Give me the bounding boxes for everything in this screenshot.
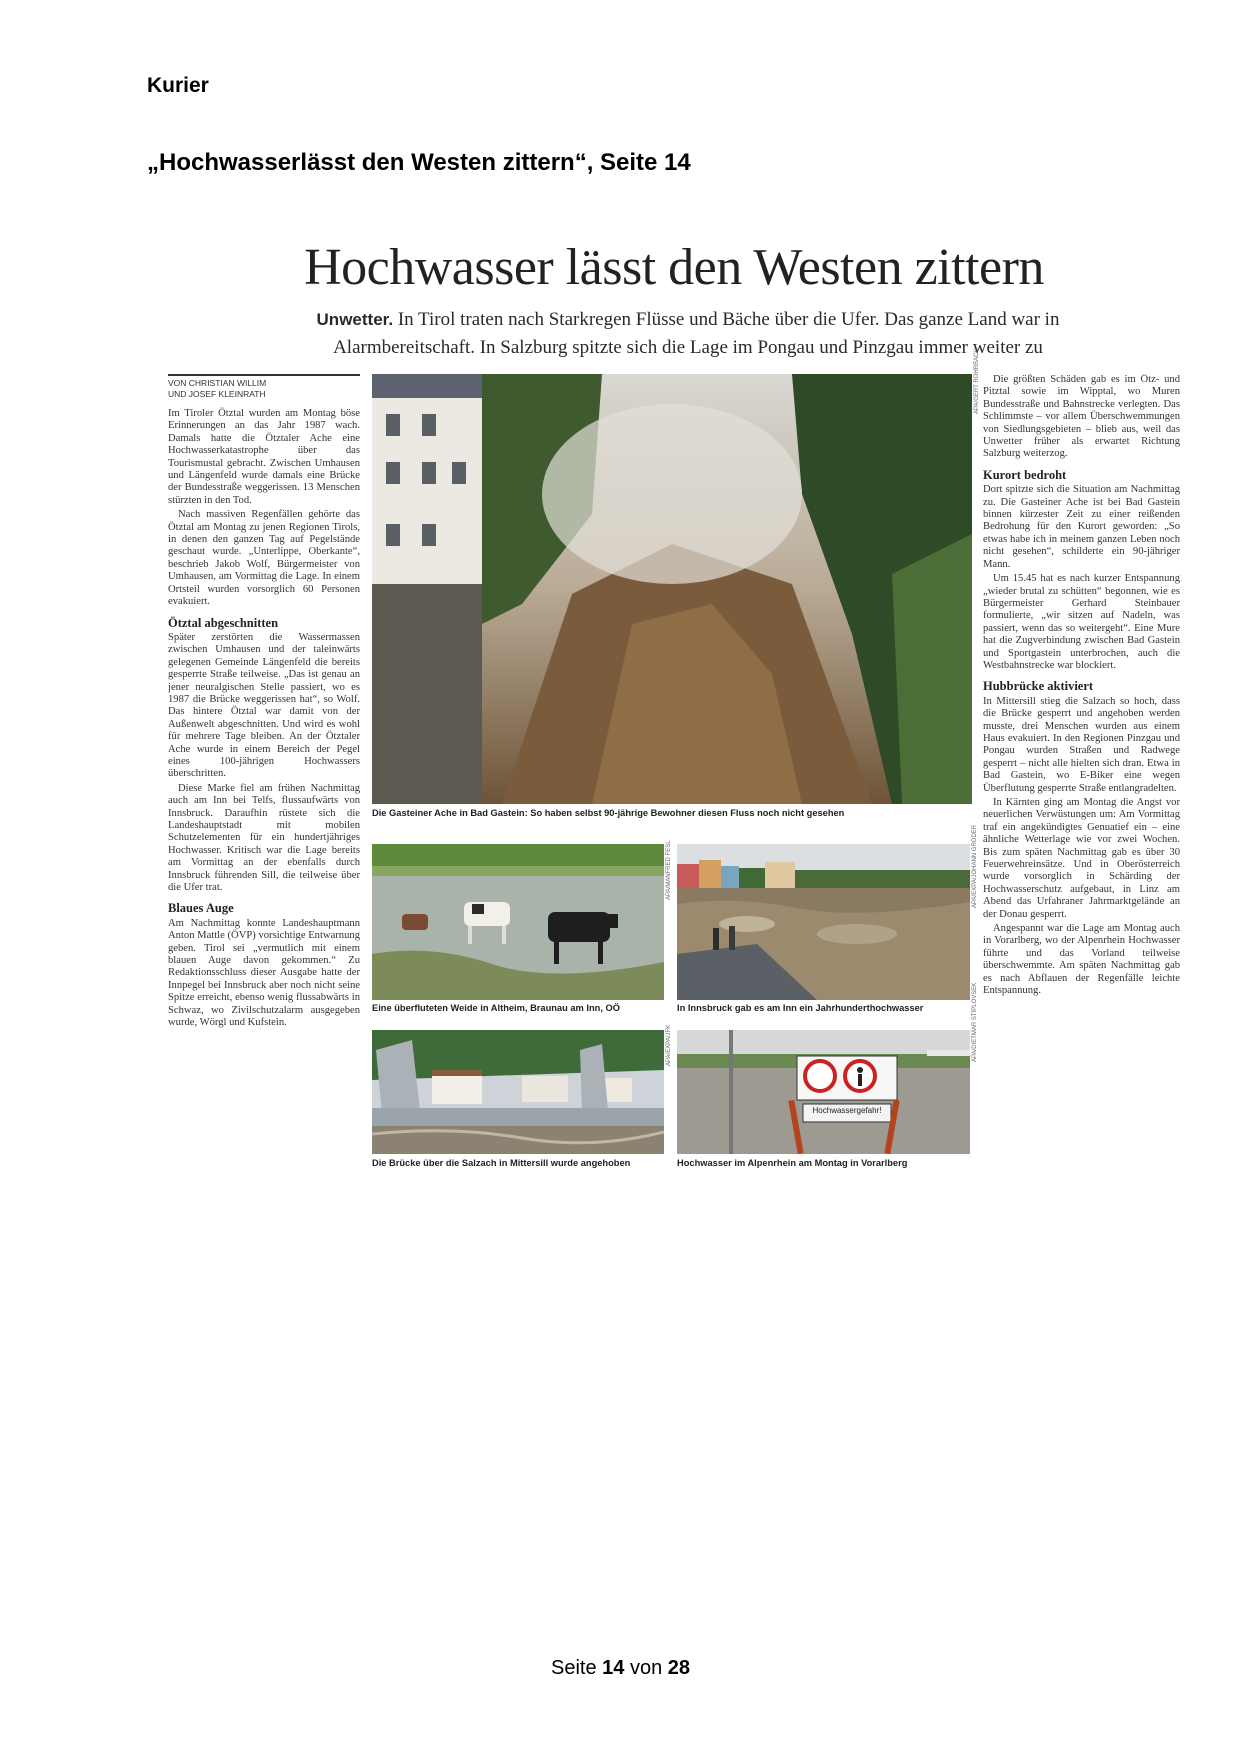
photo-gasteiner-ache (372, 374, 972, 804)
footer-prefix: Seite (550, 1657, 597, 1679)
kicker-text: In Tirol traten nach Starkregen Flüsse und Bäche über die Ufer. Das ganze Land war in Alarmbereitschaft. In Salzburg spitzte sich die Lage im Pongau und Pinzgau immer weiter zu (333, 309, 1060, 358)
article-headline: Hochwasser lässt den Westen zittern (304, 239, 1044, 296)
caption-main-photo: Die Gasteiner Ache in Bad Gastein: So haben selbst 90-jährige Bewohner diesen Fluss noch nicht gesehen (372, 808, 845, 818)
paragraph: Um 15.45 hat es nach kurzer Entspannung „wieder brutal zu schütten“ begonnen, wie es Bürgermeister Gerhard Steinbauer formulierte, „wir sitzen auf Nadeln, was passiert, wenn das so weitergeht“. Eine Mure hat die Zugverbindung zwischen Bad Gastein und Sportgastein unterbrochen, auch die Westbahnstrecke war blockiert. (983, 573, 1180, 671)
caption-innsbruck: In Innsbruck gab es am Inn ein Jahrhunderthochwasser (677, 1003, 924, 1013)
paragraph: Diese Marke fiel am frühen Nachmittag auch am Inn bei Telfs, flussaufwärts von Innsbruck. Daraufhin rüstete sich die Landeshauptstadt mit mobilen Schutzelementen für ein hundertjähriges Hochwasser. Kritisch war die Lage bereits am Vormittag an der ebenfalls durch Innsbruck führenden Sill, die teilweise über die Ufer trat. (168, 782, 360, 894)
photo-vorarlberg-sign (677, 1030, 970, 1154)
paragraph: Angespannt war die Lage am Montag auch in Vorarlberg, wo der Alpenrhein Hochwasser führte und das Vorland teilweise überschwemmte. Am späten Nachmittag gab es nach Abflauen der Regenfälle leichte Entspannung. (983, 923, 1180, 997)
subheading: Blaues Auge (168, 901, 234, 916)
paragraph: Dort spitzte sich die Situation am Nachmittag zu. Die Gasteiner Ache ist bei Bad Gastein binnen kürzester Zeit zu einer reißenden Bedrohung für den Kurort geworden: „So etwas habe ich in meinem ganzen Leben noch nicht gesehen“, schilderte ein 90-jähriger Mann. (983, 484, 1180, 570)
flood-torrent-image (372, 374, 972, 804)
left-text-column (168, 374, 360, 1200)
article-kicker (268, 306, 1108, 362)
photo-credit: APA/GERT ROHRBACH (974, 348, 980, 414)
bridge-image (372, 1030, 664, 1154)
cows-flood-image (372, 844, 664, 1000)
newspaper-clipping (168, 232, 1180, 1198)
photo-mittersill-bridge (372, 1030, 664, 1154)
paragraph: Später zerstörten die Wassermassen zwischen Umhausen und der taleinwärts gelegenen Gemeinde Längenfeld die bereits gesperrte Straße teilweise. „Das ist genau an jener neuralgischen Stelle passiert, wo es 1987 die Brücke weggerissen hat“, so Wolf. Das hintere Ötztal war damit von der Außenwelt abgeschnitten. Und wird es wohl für mehrere Tage bleiben. An der Ötztaler Ache wurde in einem Bereich der Pegel eines 100-jährigen Hochwassers überschritten. (168, 631, 360, 780)
innsbruck-river-image (677, 844, 970, 1000)
page-footer (0, 1657, 1241, 1680)
paragraph: Im Tiroler Ötztal wurden am Montag böse Erinnerungen an das Jahr 1987 wach. Damals hatte die Ötztaler Ache eine Hochwasserkatastrophe über das Tourismustal gebracht. Zwischen Umhausen und Längenfeld wurde damals eine Brücke der Bundesstraße weggerissen. 13 Menschen stürzten in den Tod. (168, 408, 360, 506)
caption-pasture: Eine überfluteten Weide in Altheim, Braunau am Inn, OÖ (372, 1003, 620, 1013)
footer-total-pages: 28 (667, 1657, 691, 1679)
kicker-label: Unwetter. (316, 310, 394, 329)
photo-flooded-pasture (372, 844, 664, 1000)
byline-line-2: UND JOSEF KLEINRATH (168, 389, 266, 399)
subheading: Kurort bedroht (983, 467, 1067, 482)
photo-innsbruck (677, 844, 970, 1000)
footer-page-number: 14 (602, 1657, 625, 1679)
warning-sign-image (677, 1030, 970, 1154)
right-text-column (983, 374, 1180, 1200)
paragraph: Nach massiven Regenfällen gehörte das Ötztal am Montag zu jenen Regionen Tirols, in denen den ganzen Tag auf Pegelstände geschaut wurde. „Unterlippe, Oberkante“, beschrieb Jakob Wolf, Bürgermeister von Umhausen, am Vormittag die Lage. In einem Ortsteil wurden vorsorglich 60 Personen evakuiert. (168, 509, 360, 608)
byline (168, 374, 360, 400)
photo-credit: APA/EXPA/JOHANN GRODER (972, 824, 978, 908)
publication-name: Kurier (147, 74, 209, 97)
paragraph: In Kärnten ging am Montag die Angst vor neuerlichen Verwüstungen um: Am Vormittag traf ein angekündigtes Genuatief ein – eine ähnliche Wetterlage wie vor zwei Wochen. Bis zum späten Nachmittag gab es über 30 Feuerwehreinsätze. Und in Oberösterreich wurde vorsorglich in Schärding der Hochwasserschutz aufgebaut, in Linz am Abend das Urfahraner Jahrmarktgelände an der Donau gesperrt. (983, 797, 1180, 920)
paragraph: In Mittersill stieg die Salzach so hoch, dass die Brücke gesperrt und angehoben werden musste, drei Menschen wurden aus einem Haus evakuiert. In den Regionen Pinzgau und Pongau wurden Straßen und Radwege gesperrt – nicht alle hielten sich dran. Etwa in Bad Gastein, wo E-Biker eine wegen Überflutung gesperrte Straße entlangradelten. (983, 695, 1180, 794)
caption-bridge: Die Brücke über die Salzach in Mittersill wurde angehoben (372, 1158, 631, 1168)
subheading: Hubbrücke aktiviert (983, 679, 1094, 694)
sign-text: Hochwassergefahr! (812, 1106, 882, 1115)
photo-credit: APA/DIETMAR STIPLOVSEK (972, 982, 978, 1062)
photo-credit: APA/EXPA/JFK (666, 1024, 672, 1066)
photo-credit: APA/MANFRED FESL (666, 840, 672, 900)
byline-line-1: VON CHRISTIAN WILLIM (168, 378, 267, 388)
caption-sign: Hochwasser im Alpenrhein am Montag in Vorarlberg (677, 1158, 908, 1168)
document-title: „Hochwasserlässt den Westen zittern“, Seite 14 (147, 149, 691, 176)
paragraph: Am Nachmittag konnte Landeshauptmann Anton Mattle (ÖVP) vorsichtige Entwarnung geben. Tirol sei „vermutlich mit einem blauen Auge davon gekommen.“ Zu Redaktionsschluss dieser Ausgabe hatte der Innpegel bei Innsbruck aber noch nicht seine Spitze erreicht, ebenso wenig flussabwärts in Schwaz, wo Zivilschutzalarm ausgegeben wurde, Wörgl und Kufstein. (168, 917, 360, 1029)
paragraph: Die größten Schäden gab es im Ötz- und Pitztal sowie im Wipptal, wo Muren Bundesstraße und Bahnstrecke verlegten. Das Schlimmste – vor allem Überschwemmungen von Siedlungsgebieten – blieb aus, weil das Unwetter früher als erwartet Richtung Salzburg weiterzog. (983, 374, 1180, 460)
footer-of: von (629, 1657, 663, 1679)
subheading: Ötztal abgeschnitten (168, 615, 279, 630)
